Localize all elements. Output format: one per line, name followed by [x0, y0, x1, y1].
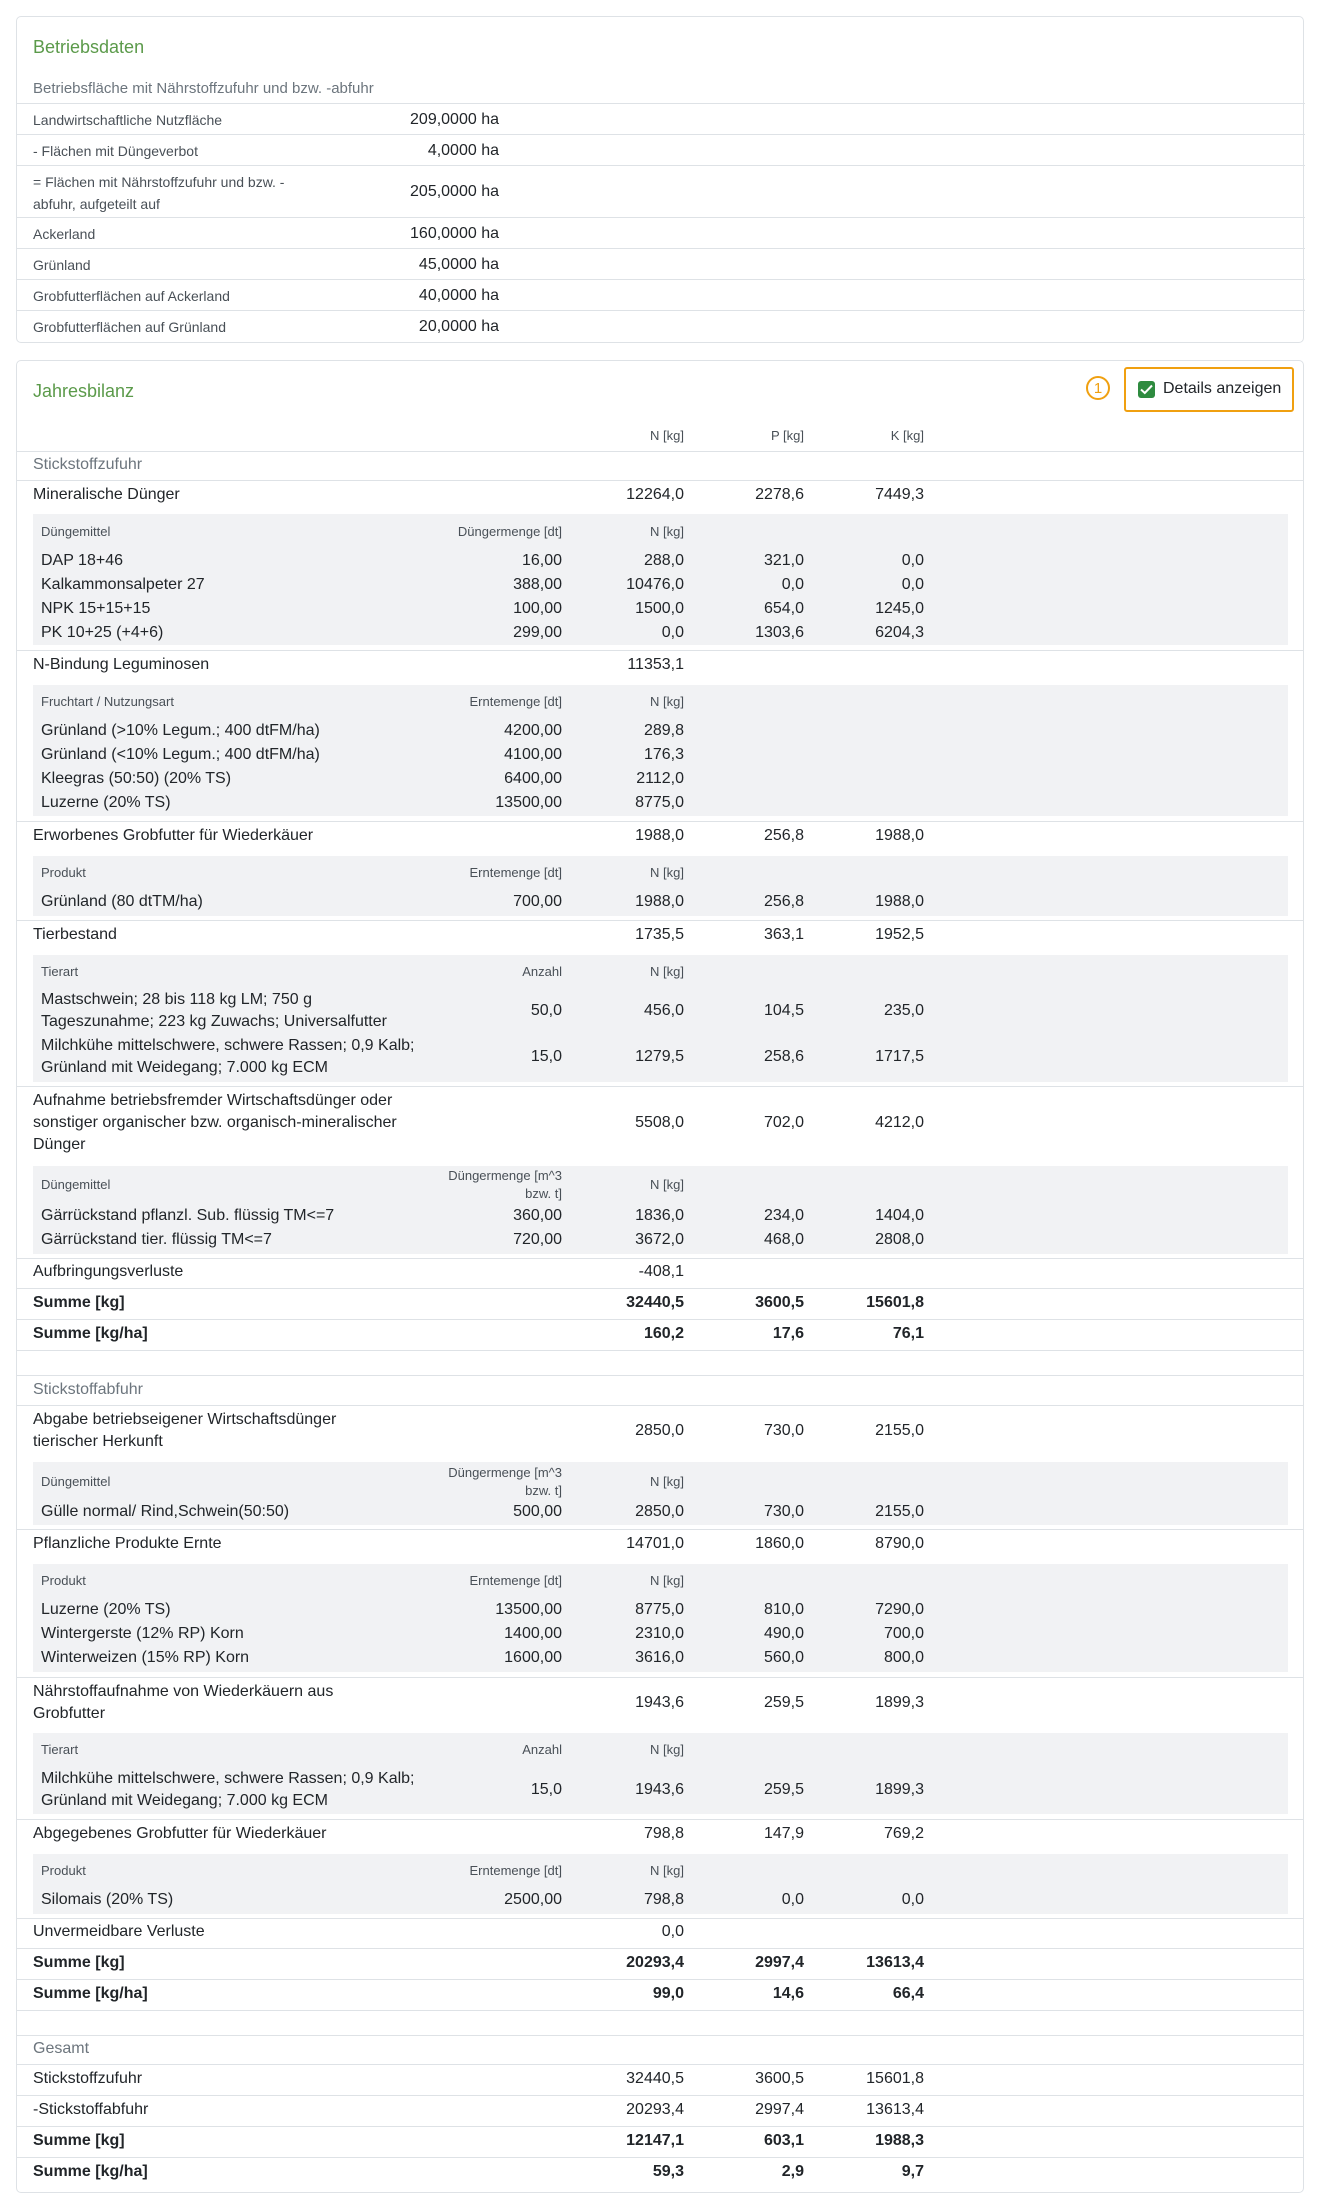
- area-row: Grobfutterflächen auf Ackerland 40,0000 ha: [17, 279, 1305, 311]
- checkbox-checked-icon[interactable]: [1138, 381, 1155, 398]
- detail-item: PK 10+25 (+4+6): [41, 624, 164, 641]
- col-header-p: P [kg]: [770, 428, 804, 443]
- area-row: Landwirtschaftliche Nutzfläche 209,0000 ha: [17, 103, 1305, 135]
- detail-item: Gärrückstand tier. flüssig TM<=7: [41, 1231, 272, 1248]
- detail-item: Gärrückstand pflanzl. Sub. flüssig TM<=7: [41, 1207, 335, 1224]
- betriebsdaten-card: [16, 16, 1304, 343]
- detail-item: Milchkühe mittelschwere, schwere Rassen; 0,9 Kalb;: [41, 1037, 415, 1054]
- col-header-k: K [kg]: [890, 428, 924, 443]
- details-toggle[interactable]: [1124, 367, 1294, 412]
- betriebsdaten-title: Betriebsdaten: [33, 37, 145, 57]
- detail-item: Gülle normal/ Rind,Schwein(50:50): [41, 1503, 290, 1520]
- detail-item: DAP 18+46: [41, 552, 123, 569]
- detail-item: Grünland (80 dtTM/ha): [41, 893, 203, 910]
- detail-item: Grünland (>10% Legum.; 400 dtFM/ha): [41, 722, 320, 739]
- detail-item: Winterweizen (15% RP) Korn: [41, 1649, 250, 1666]
- detail-item: Kalkammonsalpeter 27: [41, 576, 205, 593]
- betriebsdaten-subtitle: Betriebsfläche mit Nährstoffzufuhr und bzw. -abfuhr: [33, 80, 374, 97]
- detail-item: Milchkühe mittelschwere, schwere Rassen; 0,9 Kalb;: [41, 1770, 415, 1787]
- detail-item: Wintergerste (12% RP) Korn: [41, 1625, 244, 1642]
- col-header-n: N [kg]: [650, 428, 684, 443]
- area-row: - Flächen mit Düngeverbot 4,0000 ha: [17, 134, 1305, 166]
- section-abfuhr: Stickstoffabfuhr: [33, 1381, 143, 1398]
- detail-item: Kleegras (50:50) (20% TS): [41, 770, 232, 787]
- jahresbilanz-title: Jahresbilanz: [33, 381, 135, 401]
- section-gesamt: Gesamt: [33, 2040, 90, 2057]
- area-row: = Flächen mit Nährstoffzufuhr und bzw. - abfuhr, aufgeteilt auf 205,0000 ha: [17, 165, 1305, 218]
- area-row: Grobfutterflächen auf Grünland 20,0000 ha: [17, 310, 1305, 342]
- section-zufuhr: Stickstoffzufuhr: [33, 456, 143, 473]
- detail-item: Grünland (<10% Legum.; 400 dtFM/ha): [41, 746, 320, 763]
- detail-item: Mastschwein; 28 bis 118 kg LM; 750 g: [41, 991, 312, 1008]
- annotation-badge: 1: [1086, 376, 1110, 400]
- detail-item: NPK 15+15+15: [41, 600, 151, 617]
- area-row: Grünland 45,0000 ha: [17, 248, 1305, 280]
- detail-item: Luzerne (20% TS): [41, 1601, 171, 1618]
- details-label: Details anzeigen: [1163, 380, 1282, 397]
- detail-item: Silomais (20% TS): [41, 1891, 174, 1908]
- detail-item: Luzerne (20% TS): [41, 794, 171, 811]
- area-row: Ackerland 160,0000 ha: [17, 217, 1305, 249]
